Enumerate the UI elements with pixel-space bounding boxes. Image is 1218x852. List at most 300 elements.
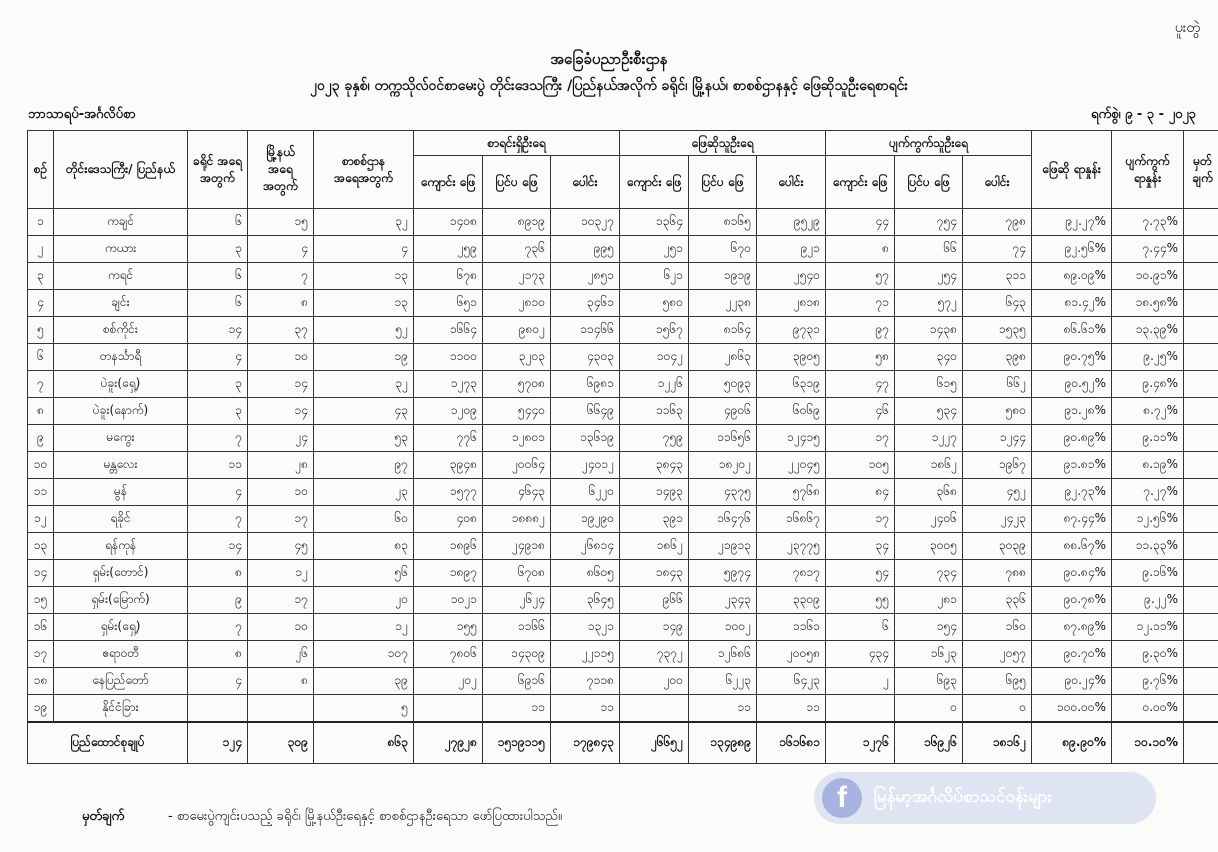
- cell-absent-private: ၆၉၃: [895, 668, 963, 695]
- cell-sat-pct: ၈၉.၀၉%: [1032, 263, 1112, 290]
- cell-absent-private: ၇၅၄: [895, 209, 963, 236]
- cell-absent-school: ၁၇: [826, 506, 895, 533]
- cell-region: ရှမ်း(မြောက်): [54, 587, 188, 614]
- totals-sat-pct: ၈၉.၉၀%: [1032, 722, 1112, 764]
- cell-centres: ၂၀: [314, 587, 414, 614]
- table-row: [28, 479, 1218, 506]
- cell-sat-total: ၅၇၆၈: [757, 479, 826, 506]
- cell-absent-total: ၃၃၆: [963, 587, 1032, 614]
- col-no: စဉ်: [28, 131, 54, 209]
- cell-registered-school: ၇၈၀၆: [414, 641, 483, 668]
- cell-no: ၁၆: [28, 614, 54, 641]
- cell-district: ၆: [188, 209, 248, 236]
- cell-absent-total: ၆၆၂: [963, 371, 1032, 398]
- cell-sat-pct: ၉၀.၈၄%: [1032, 560, 1112, 587]
- cell-township: ၄၅: [248, 533, 314, 560]
- cell-region: တနင်္သာရီ: [54, 344, 188, 371]
- table-row: [28, 317, 1218, 344]
- cell-centres: ၆၀: [314, 506, 414, 533]
- cell-absent-total: ၁၆၀: [963, 614, 1032, 641]
- cell-absent-pct: ၁၀.၉၁%: [1112, 263, 1184, 290]
- cell-registered-private: ၈၉၁၉: [483, 209, 551, 236]
- col-township: မြို့နယ် အရေ အတွက်: [248, 131, 314, 209]
- cell-region: ရခိုင်: [54, 506, 188, 533]
- cell-sat-pct: ၈၇.၈၉%: [1032, 614, 1112, 641]
- cell-sat-private: ၈၁၆၄: [689, 317, 757, 344]
- cell-registered-total: ၁၁၄၆၆: [551, 317, 620, 344]
- col-registered-school: ကျောင်း ဖြေ: [414, 156, 483, 209]
- totals-absent-school: ၁၂၇၆: [826, 722, 895, 764]
- cell-registered-total: ၁၉၂၉၀: [551, 506, 620, 533]
- cell-registered-school: ၆၅၁: [414, 290, 483, 317]
- cell-registered-school: ၇၇၆: [414, 425, 483, 452]
- cell-absent-school: ၈: [826, 236, 895, 263]
- cell-district: ၈: [188, 560, 248, 587]
- cell-registered-private: ၂၄၉၁၈: [483, 533, 551, 560]
- cell-region: ကရင်: [54, 263, 188, 290]
- cell-registered-private: ၅၇၀၈: [483, 371, 551, 398]
- cell-registered-school: ၁၄၀၈: [414, 209, 483, 236]
- cell-sat-school: ၆၂၁: [620, 263, 689, 290]
- col-absent-total: ပေါင်း: [963, 156, 1032, 209]
- table-row: [28, 668, 1218, 695]
- page-title: အခြေခံပညာဦးစီးဌာန: [550, 50, 668, 68]
- cell-region: မန္တလေး: [54, 452, 188, 479]
- cell-remark: [1184, 560, 1218, 587]
- cell-remark: [1184, 344, 1218, 371]
- totals-absent-pct: ၁၀.၁၀%: [1112, 722, 1184, 764]
- cell-absent-private: ၃၄၀: [895, 344, 963, 371]
- cell-district: ၇: [188, 614, 248, 641]
- cell-registered-private: ၄၆၄၃: [483, 479, 551, 506]
- cell-registered-private: ၁၁၆၆: [483, 614, 551, 641]
- cell-registered-total: ၁၁: [551, 695, 620, 723]
- cell-centres: ၂၃: [314, 479, 414, 506]
- table-row: [28, 695, 1218, 723]
- col-absent-school: ကျောင်း ဖြေ: [826, 156, 895, 209]
- cell-district: ၄: [188, 479, 248, 506]
- cell-registered-private: ၇၃၆: [483, 236, 551, 263]
- cell-registered-private: ၉၈၀၂: [483, 317, 551, 344]
- cell-sat-school: ၁၃၆၄: [620, 209, 689, 236]
- totals-registered-school: ၂၇၉၂၈: [414, 722, 483, 764]
- col-group-absent: ပျက်ကွက်သူဦးရေ: [826, 131, 1032, 156]
- cell-absent-pct: ၈.၇၂%: [1112, 398, 1184, 425]
- cell-centres: ၈၃: [314, 533, 414, 560]
- cell-region: ချင်း: [54, 290, 188, 317]
- cell-absent-total: ၃၀၃၉: [963, 533, 1032, 560]
- cell-registered-total: ၇၁၁၈: [551, 668, 620, 695]
- cell-registered-school: ၁၂၀၉: [414, 398, 483, 425]
- cell-registered-school: ၁၁၀၀: [414, 344, 483, 371]
- annex-label: ပူးတွဲ: [1174, 20, 1200, 36]
- cell-district: ၇: [188, 506, 248, 533]
- table-row: [28, 209, 1218, 236]
- cell-absent-school: ၄၆: [826, 398, 895, 425]
- cell-sat-school: ၂၀၀: [620, 668, 689, 695]
- cell-no: ၉: [28, 425, 54, 452]
- cell-sat-total: ၃၉၀၅: [757, 344, 826, 371]
- cell-absent-school: ၇၁: [826, 290, 895, 317]
- cell-sat-private: ၅၀၉၃: [689, 371, 757, 398]
- col-sat-total: ပေါင်း: [757, 156, 826, 209]
- cell-remark: [1184, 641, 1218, 668]
- cell-registered-total: ၃၄၆၁: [551, 290, 620, 317]
- cell-absent-total: ၆၉၅: [963, 668, 1032, 695]
- table-body: [28, 209, 1218, 723]
- cell-absent-pct: ၁၂.၅၆%: [1112, 506, 1184, 533]
- cell-absent-pct: ၉.၃၀%: [1112, 641, 1184, 668]
- cell-no: ၃: [28, 263, 54, 290]
- cell-sat-total: ၃၃၀၉: [757, 587, 826, 614]
- cell-no: ၁၅: [28, 587, 54, 614]
- cell-sat-school: ၁၈၆၂: [620, 533, 689, 560]
- cell-absent-total: ၇၉၈: [963, 209, 1032, 236]
- cell-district: [188, 695, 248, 723]
- cell-no: ၁၄: [28, 560, 54, 587]
- cell-no: ၈: [28, 398, 54, 425]
- cell-district: ၃: [188, 236, 248, 263]
- cell-registered-school: ၁၂၇၃: [414, 371, 483, 398]
- cell-region: စစ်ကိုင်း: [54, 317, 188, 344]
- cell-township: ၁၂: [248, 560, 314, 587]
- cell-sat-school: ၇၅၉: [620, 425, 689, 452]
- cell-centres: ၃၉: [314, 668, 414, 695]
- cell-sat-total: ၁၁: [757, 695, 826, 723]
- cell-registered-total: ၆၆၄၉: [551, 398, 620, 425]
- cell-registered-school: ၁၅၇၇: [414, 479, 483, 506]
- cell-township: [248, 695, 314, 723]
- cell-remark: [1184, 209, 1218, 236]
- cell-absent-pct: ၁၁.၃၃%: [1112, 533, 1184, 560]
- cell-absent-school: ၁၇: [826, 425, 895, 452]
- cell-sat-total: ၂၈၁၈: [757, 290, 826, 317]
- cell-district: ၉: [188, 587, 248, 614]
- cell-remark: [1184, 317, 1218, 344]
- cell-registered-school: [414, 695, 483, 723]
- cell-centres: ၁၃: [314, 290, 414, 317]
- cell-sat-pct: ၁၀၀.၀၀%: [1032, 695, 1112, 723]
- cell-absent-total: ၃၉၈: [963, 344, 1032, 371]
- cell-remark: [1184, 533, 1218, 560]
- cell-registered-total: ၆၉၈၁: [551, 371, 620, 398]
- cell-no: ၁၇: [28, 641, 54, 668]
- totals-township: ၃၀၉: [248, 722, 314, 764]
- cell-registered-school: ၁၆၆၄: [414, 317, 483, 344]
- totals-row: [28, 722, 1218, 764]
- table-row: [28, 641, 1218, 668]
- cell-remark: [1184, 371, 1218, 398]
- cell-absent-school: ၅၅: [826, 587, 895, 614]
- totals-sat-total: ၁၆၁၆၈၁: [757, 722, 826, 764]
- cell-absent-pct: ၁၃.၃၉%: [1112, 317, 1184, 344]
- cell-sat-private: ၁၆၄၇၆: [689, 506, 757, 533]
- cell-sat-total: ၂၃၇၇၅: [757, 533, 826, 560]
- cell-remark: [1184, 425, 1218, 452]
- cell-absent-total: ၁၅၃၅: [963, 317, 1032, 344]
- cell-no: ၆: [28, 344, 54, 371]
- cell-absent-total: ၅၈၀: [963, 398, 1032, 425]
- cell-registered-school: ၄၀၈: [414, 506, 483, 533]
- cell-absent-private: ၃၀၀၅: [895, 533, 963, 560]
- cell-sat-total: ၁၁၆၁: [757, 614, 826, 641]
- cell-registered-private: ၃၂၀၃: [483, 344, 551, 371]
- cell-sat-school: ၉၆၆: [620, 587, 689, 614]
- cell-registered-school: ၃၉၄၈: [414, 452, 483, 479]
- cell-sat-school: ၁၀၄၂: [620, 344, 689, 371]
- cell-registered-private: ၂၈၁၀: [483, 290, 551, 317]
- col-sat-pct: ဖြေဆို ရာနှုန်း: [1032, 131, 1112, 209]
- table-row: [28, 236, 1218, 263]
- col-group-registered: စာရင်းရှိဦးရေ: [414, 131, 620, 156]
- cell-centres: ၃၂: [314, 371, 414, 398]
- col-district: ခရိုင် အရေ အတွက်: [188, 131, 248, 209]
- cell-remark: [1184, 479, 1218, 506]
- cell-region: ဧရာဝတီ: [54, 641, 188, 668]
- cell-remark: [1184, 695, 1218, 723]
- cell-sat-school: ၁၄၉: [620, 614, 689, 641]
- cell-township: ၁၀: [248, 344, 314, 371]
- table-row: [28, 398, 1218, 425]
- totals-label: ပြည်ထောင်စုချုပ်: [28, 722, 188, 764]
- cell-registered-total: ၄၃၀၃: [551, 344, 620, 371]
- cell-centres: ၅၆: [314, 560, 414, 587]
- cell-district: ၆: [188, 263, 248, 290]
- cell-absent-pct: ၇.၄၄%: [1112, 236, 1184, 263]
- watermark-banner: [814, 772, 1156, 824]
- cell-absent-pct: ၉.၇၆%: [1112, 668, 1184, 695]
- cell-sat-total: ၆၀၆၉: [757, 398, 826, 425]
- totals-centres: ၈၆၃: [314, 722, 414, 764]
- col-registered-private: ပြင်ပ ဖြေ: [483, 156, 551, 209]
- cell-region: ရှမ်း(တောင်): [54, 560, 188, 587]
- cell-sat-private: ၁၈၂၀၂: [689, 452, 757, 479]
- cell-registered-private: ၁၄၃၀၉: [483, 641, 551, 668]
- cell-absent-total: ၁၉၆၇: [963, 452, 1032, 479]
- cell-region: ပဲခူး(ရှေ့): [54, 371, 188, 398]
- cell-sat-total: ၉၅၂၉: [757, 209, 826, 236]
- table-row: [28, 425, 1218, 452]
- cell-absent-school: ၄၇: [826, 371, 895, 398]
- cell-registered-private: ၆၇၀၈: [483, 560, 551, 587]
- cell-sat-pct: ၉၁.၈၁%: [1032, 452, 1112, 479]
- cell-sat-pct: ၉၁.၂၈%: [1032, 398, 1112, 425]
- cell-sat-school: ၁၅၆၇: [620, 317, 689, 344]
- cell-absent-school: ၃၄: [826, 533, 895, 560]
- cell-remark: [1184, 236, 1218, 263]
- cell-sat-private: ၂၃၄၃: [689, 587, 757, 614]
- cell-absent-school: ၂: [826, 668, 895, 695]
- cell-sat-private: ၁၀၀၂: [689, 614, 757, 641]
- cell-centres: ၁၂: [314, 614, 414, 641]
- cell-district: ၁၄: [188, 533, 248, 560]
- cell-absent-pct: ၉.၂၂%: [1112, 587, 1184, 614]
- cell-sat-private: ၄၃၇၅: [689, 479, 757, 506]
- cell-sat-school: [620, 695, 689, 723]
- cell-absent-total: ၇၈၈: [963, 560, 1032, 587]
- totals-absent-private: ၁၆၉၂၆: [895, 722, 963, 764]
- col-exam-centres: စာစစ်ဌာန အရေအတွက်: [314, 131, 414, 209]
- cell-absent-private: ၁၅၄: [895, 614, 963, 641]
- cell-absent-private: ၂၄၀၆: [895, 506, 963, 533]
- cell-absent-private: ၁၄၃၈: [895, 317, 963, 344]
- table-row: [28, 452, 1218, 479]
- cell-sat-pct: ၉၂.၇၃%: [1032, 479, 1112, 506]
- cell-district: ၁၄: [188, 317, 248, 344]
- cell-absent-total: ၂၀၅၇: [963, 641, 1032, 668]
- table-row: [28, 587, 1218, 614]
- cell-no: ၁၉: [28, 695, 54, 723]
- page-subtitle: ၂၀၂၃ ခုနှစ်၊ တက္ကသိုလ်ဝင်စာမေးပွဲ တိုင်းဒေသကြီး /ပြည်နယ်အလိုက် ခရိုင်၊ မြို့နယ်၊ စာစစ်ဌာနနှင့် ဖြေဆိုသူဦးရေစာရင်း: [310, 78, 908, 94]
- cell-registered-total: ၃၆၄၅: [551, 587, 620, 614]
- cell-sat-pct: ၉၀.၇၀%: [1032, 641, 1112, 668]
- cell-absent-pct: ၉.၄၈%: [1112, 371, 1184, 398]
- cell-centres: ၄၃: [314, 398, 414, 425]
- cell-registered-private: ၅၄၄၀: [483, 398, 551, 425]
- col-registered-total: ပေါင်း: [551, 156, 620, 209]
- cell-absent-private: ၁၂၂၇: [895, 425, 963, 452]
- cell-registered-total: ၁၃၆၁၉: [551, 425, 620, 452]
- cell-absent-school: ၅၈: [826, 344, 895, 371]
- cell-absent-pct: ၈.၁၉%: [1112, 452, 1184, 479]
- cell-absent-school: ၁၀၅: [826, 452, 895, 479]
- col-region: တိုင်းဒေသကြီး/ ပြည်နယ်: [54, 131, 188, 209]
- cell-township: ၈: [248, 290, 314, 317]
- cell-no: ၁၁: [28, 479, 54, 506]
- totals-district: ၁၂၄: [188, 722, 248, 764]
- cell-centres: ၃၂: [314, 209, 414, 236]
- cell-sat-private: ၂၂၃၈: [689, 290, 757, 317]
- cell-absent-total: ၁၂၄၄: [963, 425, 1032, 452]
- cell-no: ၁၃: [28, 533, 54, 560]
- cell-township: ၁၄: [248, 398, 314, 425]
- cell-registered-private: ၂၀၀၆၄: [483, 452, 551, 479]
- cell-sat-pct: ၉၀.၇၅%: [1032, 344, 1112, 371]
- exam-stats-table: [27, 130, 1218, 764]
- cell-registered-school: ၆၇၈: [414, 263, 483, 290]
- cell-sat-school: ၁၂၂၆: [620, 371, 689, 398]
- cell-absent-total: ၇၄: [963, 236, 1032, 263]
- table-row: [28, 344, 1218, 371]
- cell-centres: ၁၀၇: [314, 641, 414, 668]
- cell-registered-total: ၉၉၅: [551, 236, 620, 263]
- cell-centres: ၄: [314, 236, 414, 263]
- cell-registered-total: ၂၆၈၁၄: [551, 533, 620, 560]
- cell-sat-total: ၆၃၁၉: [757, 371, 826, 398]
- cell-sat-total: ၂၀၀၅၈: [757, 641, 826, 668]
- col-remark: မှတ် ချက်: [1184, 131, 1218, 209]
- cell-absent-total: ၂၄၂၃: [963, 506, 1032, 533]
- cell-township: ၁၀: [248, 614, 314, 641]
- footnote-text: - စာမေးပွဲကျင်းပသည့် ခရိုင်၊ မြို့နယ်ဦးရေနှင့် စာစစ်ဌာနဦးရေသာ ဖော်ပြထားပါသည်။: [168, 809, 562, 824]
- cell-district: ၃: [188, 371, 248, 398]
- table-row: [28, 614, 1218, 641]
- cell-district: ၈: [188, 641, 248, 668]
- cell-sat-private: ၅၉၇၄: [689, 560, 757, 587]
- col-group-sat: ဖြေဆိုသူဦးရေ: [620, 131, 826, 156]
- table-row: [28, 560, 1218, 587]
- date-label: ရက်စွဲ၊ ၉ - ၃ - ၂၀၂၃: [1091, 107, 1196, 122]
- cell-sat-pct: ၉၀.၂၄%: [1032, 668, 1112, 695]
- cell-no: ၁၀: [28, 452, 54, 479]
- cell-absent-private: ၆၆: [895, 236, 963, 263]
- table-row: [28, 290, 1218, 317]
- col-absent-pct: ပျက်ကွက် ရာနှုန်း: [1112, 131, 1184, 209]
- cell-absent-pct: ၁၂.၁၁%: [1112, 614, 1184, 641]
- cell-township: ၁၄: [248, 371, 314, 398]
- cell-district: ၃: [188, 398, 248, 425]
- cell-absent-pct: ၇.၂၇%: [1112, 479, 1184, 506]
- cell-township: ၇: [248, 263, 314, 290]
- cell-sat-school: ၁၁၆၃: [620, 398, 689, 425]
- col-sat-school: ကျောင်း ဖြေ: [620, 156, 689, 209]
- cell-absent-pct: ၉.၂၅%: [1112, 344, 1184, 371]
- cell-sat-school: ၅၈၀: [620, 290, 689, 317]
- cell-sat-total: ၂၂၀၄၅: [757, 452, 826, 479]
- cell-sat-private: ၈၁၆၅: [689, 209, 757, 236]
- cell-absent-private: ၂၅၄: [895, 263, 963, 290]
- cell-centres: ၉၇: [314, 452, 414, 479]
- cell-no: ၂: [28, 236, 54, 263]
- cell-sat-pct: ၉၀.၇၈%: [1032, 587, 1112, 614]
- cell-township: ၁၅: [248, 209, 314, 236]
- cell-sat-private: ၂၁၉၁၃: [689, 533, 757, 560]
- cell-registered-school: ၁၈၉၇: [414, 560, 483, 587]
- cell-sat-school: ၇၃၇၂: [620, 641, 689, 668]
- cell-sat-school: ၃၈၄၃: [620, 452, 689, 479]
- cell-registered-private: ၁၂၈၀၁: [483, 425, 551, 452]
- cell-remark: [1184, 398, 1218, 425]
- totals-registered-total: ၁၇၉၈၄၃: [551, 722, 620, 764]
- cell-sat-private: ၄၉၀၆: [689, 398, 757, 425]
- cell-absent-pct: ၁၈.၅၈%: [1112, 290, 1184, 317]
- cell-no: ၁: [28, 209, 54, 236]
- cell-registered-private: ၆၉၁၆: [483, 668, 551, 695]
- cell-region: ကချင်: [54, 209, 188, 236]
- table-row: [28, 506, 1218, 533]
- cell-registered-school: ၁၅၅: [414, 614, 483, 641]
- cell-absent-private: ၂၈၁: [895, 587, 963, 614]
- cell-no: ၄: [28, 290, 54, 317]
- cell-sat-pct: ၉၀.၅၂%: [1032, 371, 1112, 398]
- cell-registered-private: ၂၁၇၃: [483, 263, 551, 290]
- table-row: [28, 533, 1218, 560]
- cell-sat-pct: ၈၁.၄၂%: [1032, 290, 1112, 317]
- cell-registered-private: ၁၈၈၈၂: [483, 506, 551, 533]
- cell-district: ၇: [188, 425, 248, 452]
- cell-absent-private: ၆၁၅: [895, 371, 963, 398]
- cell-township: ၃၇: [248, 317, 314, 344]
- cell-absent-school: ၅၄: [826, 560, 895, 587]
- cell-sat-private: ၆၇၀: [689, 236, 757, 263]
- cell-registered-total: ၈၆၀၅: [551, 560, 620, 587]
- cell-remark: [1184, 668, 1218, 695]
- cell-absent-school: ၄၃၄: [826, 641, 895, 668]
- cell-absent-school: ၆: [826, 614, 895, 641]
- cell-sat-private: ၁၁၆၅၆: [689, 425, 757, 452]
- cell-sat-school: ၂၅၁: [620, 236, 689, 263]
- cell-absent-private: ၀: [895, 695, 963, 723]
- cell-absent-school: ၈၄: [826, 479, 895, 506]
- cell-remark: [1184, 290, 1218, 317]
- cell-registered-school: ၂၅၉: [414, 236, 483, 263]
- cell-township: ၈: [248, 668, 314, 695]
- cell-district: ၄: [188, 344, 248, 371]
- cell-no: ၅: [28, 317, 54, 344]
- cell-sat-private: ၁၉၁၉: [689, 263, 757, 290]
- cell-absent-private: ၅၇၂: [895, 290, 963, 317]
- cell-sat-pct: ၈၆.၆၁%: [1032, 317, 1112, 344]
